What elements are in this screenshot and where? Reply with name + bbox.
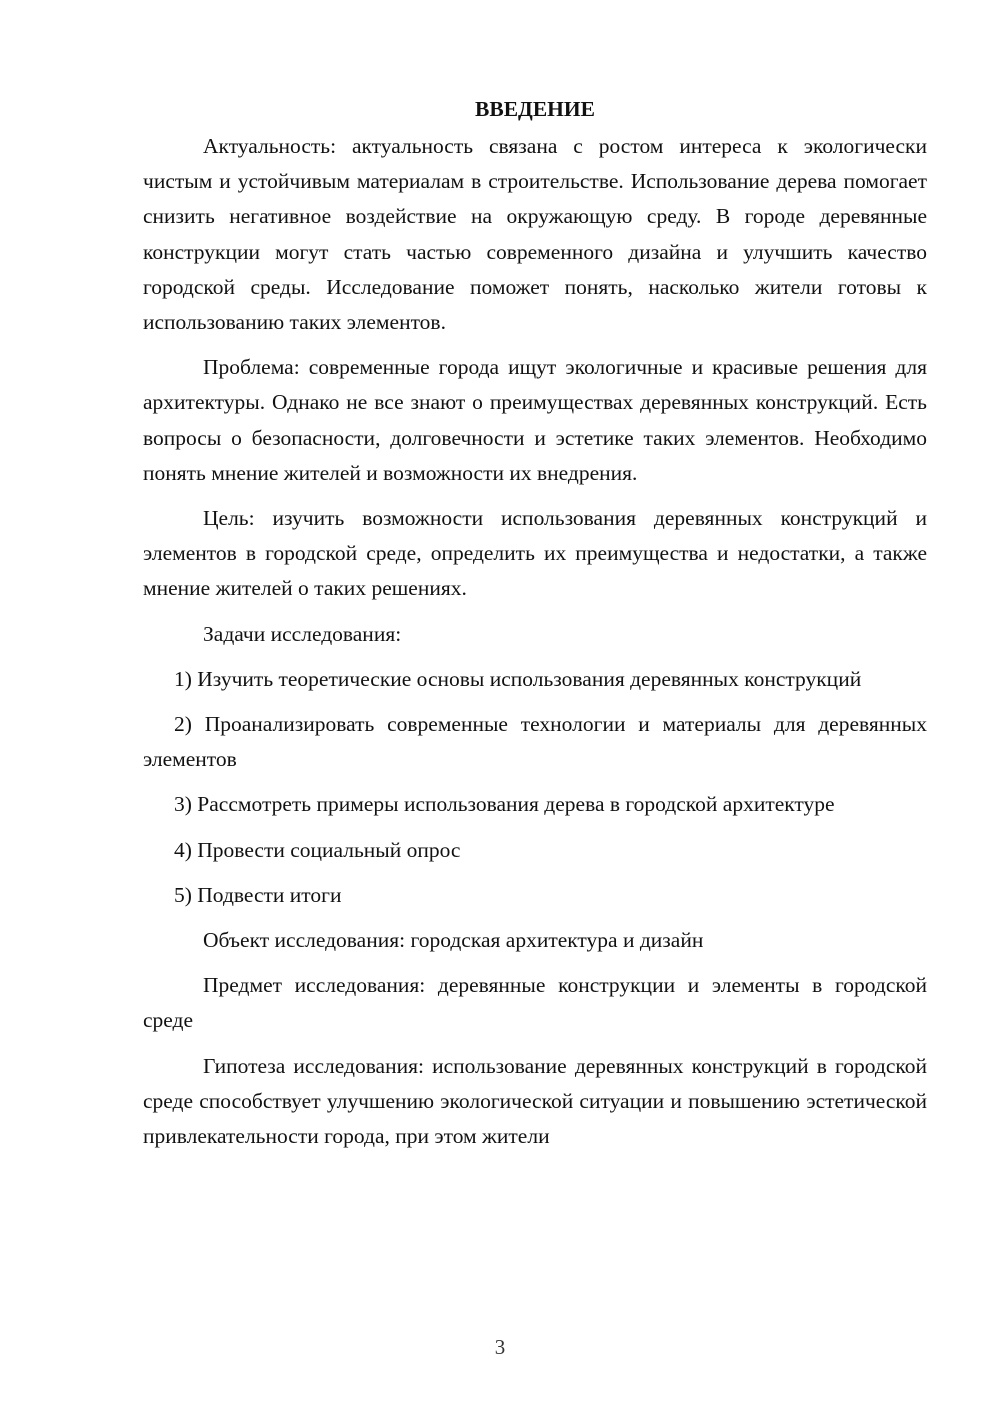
task-item-1: 1) Изучить теоретические основы использования деревянных конструкций [174,666,862,691]
document-page [143,92,927,1164]
paragraph-problem: Проблема: современные города ищут экологичные и красивые решения для архитектуры. Однако не все знают о преимуществах деревянных конструкций. Есть вопросы о безопасности, долговечности и эстетике таких элементов. Необходимо понять мнение жителей и возможности их внедрения. [143,355,927,485]
task-item-4: 4) Провести социальный опрос [174,837,461,862]
task-item-3: 3) Рассмотреть примеры использования дерева в городской архитектуре [174,792,835,817]
paragraph-object: Объект исследования: городская архитектура и дизайн [203,928,704,953]
page-number: 3 [494,1335,506,1359]
paragraph-tasks-heading: Задачи исследования: [203,621,402,646]
paragraph-goal: Цель: изучить возможности использования деревянных конструкций и элементов в городской среде, определить их преимущества и недостатки, а также мнение жителей о таких решениях. [143,506,927,601]
paragraph-hypothesis: Гипотеза исследования: использование деревянных конструкций в городской среде способствует улучшению экологической ситуации и повышению эстетической привлекательности города, при этом жители [143,1053,927,1149]
task-item-2: 2) Проанализировать современные технологии и материалы для деревянных элементов [143,712,927,772]
task-item-5: 5) Подвести итоги [174,882,342,907]
paragraph-subject: Предмет исследования: деревянные конструкции и элементы в городской среде [143,973,927,1033]
paragraph-relevance: Актуальность: актуальность связана с ростом интереса к экологически чистым и устойчивым материалам в строительстве. Использование дерева помогает снизить негативное воздействие на окружающую среду. В городе деревянные конструкции могут стать частью современного дизайна и улучшить качество городской среды. Исследование поможет понять, насколько жители готовы к использованию таких элементов. [143,134,927,335]
section-title: ВВЕДЕНИЕ [475,97,595,121]
